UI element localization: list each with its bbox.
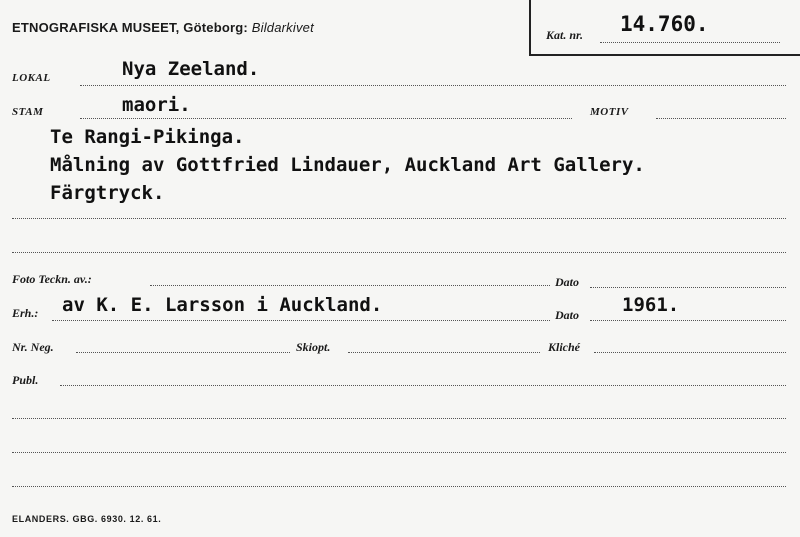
city-name: Göteborg:: [183, 20, 248, 35]
blank-line-4: [12, 452, 786, 453]
erh-label: Erh.:: [12, 306, 39, 320]
blank-line-2: [12, 252, 786, 253]
dato-line-2: [590, 320, 786, 321]
dato-value-2: 1961.: [622, 294, 680, 316]
archive-name: Bildarkivet: [251, 20, 314, 35]
blank-line-1: [12, 218, 786, 219]
blank-line-5: [12, 486, 786, 487]
erh-line: [52, 320, 550, 321]
publ-label: Publ.: [12, 373, 39, 387]
erh-value: av K. E. Larsson i Auckland.: [62, 294, 383, 316]
kliche-line: [594, 352, 786, 353]
dato-line-1: [590, 287, 786, 288]
skiopt-label: Skiopt.: [296, 340, 331, 354]
foto-label: Foto Teckn. av.:: [12, 272, 92, 286]
catalog-number-value: 14.760.: [620, 12, 709, 36]
description-line-2: Målning av Gottfried Lindauer, Auckland Art Gallery.: [50, 154, 645, 176]
card-header: [12, 20, 314, 35]
publ-line: [60, 385, 786, 386]
catalog-number-line: [600, 42, 780, 43]
kliche-label: Kliché: [548, 340, 580, 354]
foto-line: [150, 285, 550, 286]
printer-imprint: ELANDERS. GBG. 6930. 12. 61.: [12, 514, 162, 524]
nr-neg-label: Nr. Neg.: [12, 340, 54, 354]
motiv-label: MOTIV: [590, 106, 629, 118]
stam-line: [80, 118, 572, 119]
stam-value: maori.: [122, 94, 191, 116]
blank-line-3: [12, 418, 786, 419]
description-line-3: Färgtryck.: [50, 182, 165, 204]
description-line-1: Te Rangi-Pikinga.: [50, 126, 245, 148]
nr-neg-line: [76, 352, 290, 353]
motiv-line: [656, 118, 786, 119]
lokal-value: Nya Zeeland.: [122, 58, 260, 80]
lokal-label: LOKAL: [12, 72, 51, 84]
lokal-line: [80, 85, 786, 86]
museum-name: ETNOGRAFISKA MUSEET,: [12, 20, 180, 35]
catalog-number-label: Kat. nr.: [546, 28, 584, 42]
skiopt-line: [348, 352, 540, 353]
dato-label-1: Dato: [555, 275, 579, 289]
stam-label: STAM: [12, 106, 44, 118]
dato-label-2: Dato: [555, 308, 579, 322]
